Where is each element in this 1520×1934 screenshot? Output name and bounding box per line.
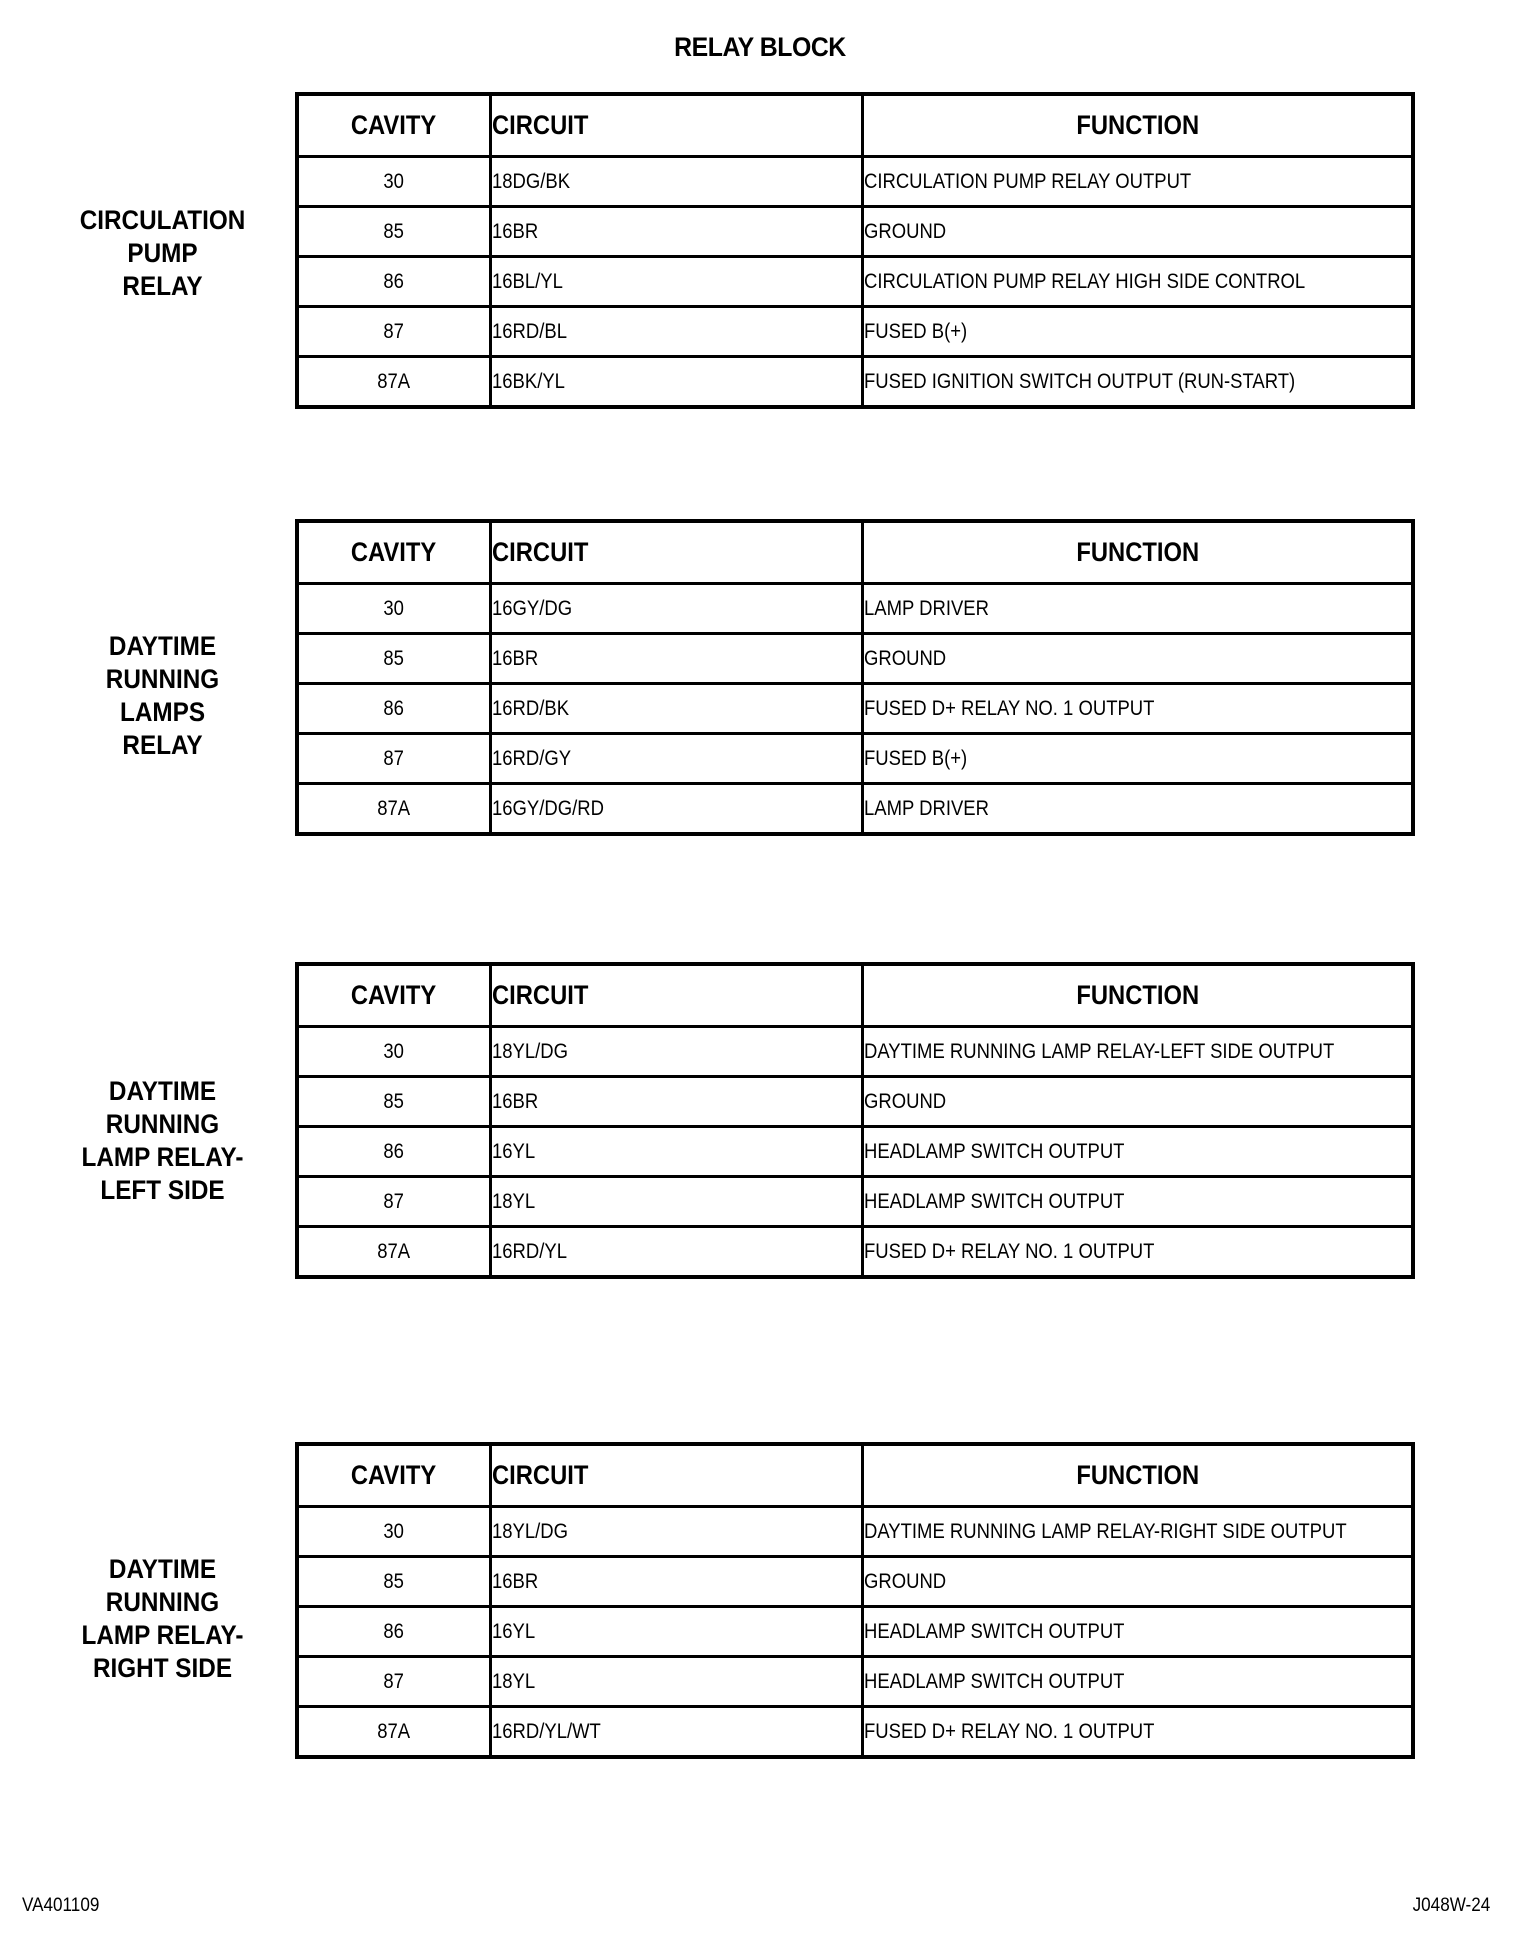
function-header: FUNCTION <box>863 964 1414 1027</box>
cavity-cell: 86 <box>297 684 491 734</box>
function-cell: DAYTIME RUNNING LAMP RELAY-LEFT SIDE OUTPUT <box>863 1027 1414 1077</box>
table-row <box>297 584 1413 634</box>
table-row <box>297 634 1413 684</box>
relay-pinout-table <box>295 519 1415 836</box>
cavity-cell: 87 <box>297 307 491 357</box>
circuit-cell: 16BR <box>491 207 863 257</box>
cavity-cell: 87A <box>297 1707 491 1758</box>
circuit-cell: 18YL <box>491 1177 863 1227</box>
relay-label: DAYTIME RUNNING LAMP RELAY- RIGHT SIDE <box>81 1554 244 1683</box>
function-cell: HEADLAMP SWITCH OUTPUT <box>863 1177 1414 1227</box>
table-row <box>297 1227 1413 1278</box>
function-cell: FUSED B(+) <box>863 307 1414 357</box>
circuit-cell: 16YL <box>491 1127 863 1177</box>
circuit-cell: 18YL/DG <box>491 1027 863 1077</box>
circuit-header: CIRCUIT <box>491 94 863 157</box>
cavity-header: CAVITY <box>297 94 491 157</box>
table-row <box>297 307 1413 357</box>
function-cell: FUSED D+ RELAY NO. 1 OUTPUT <box>863 1707 1414 1758</box>
table-row <box>297 257 1413 307</box>
cavity-cell: 30 <box>297 584 491 634</box>
table-row <box>297 1507 1413 1557</box>
circuit-cell: 16RD/BL <box>491 307 863 357</box>
function-header: FUNCTION <box>863 94 1414 157</box>
table-row <box>297 1077 1413 1127</box>
table-row <box>297 1557 1413 1607</box>
relay-pinout-table <box>295 1442 1415 1759</box>
function-cell: GROUND <box>863 207 1414 257</box>
table-row <box>297 1607 1413 1657</box>
table-row <box>297 784 1413 835</box>
circuit-cell: 16RD/GY <box>491 734 863 784</box>
function-cell: GROUND <box>863 1077 1414 1127</box>
function-header: FUNCTION <box>863 1444 1414 1507</box>
function-cell: FUSED B(+) <box>863 734 1414 784</box>
function-cell: FUSED IGNITION SWITCH OUTPUT (RUN-START) <box>863 357 1414 408</box>
circuit-cell: 16RD/YL/WT <box>491 1707 863 1758</box>
circuit-cell: 16BR <box>491 1077 863 1127</box>
cavity-cell: 86 <box>297 257 491 307</box>
table-header-row <box>297 1444 1413 1507</box>
function-cell: GROUND <box>863 634 1414 684</box>
table-row <box>297 1127 1413 1177</box>
function-cell: HEADLAMP SWITCH OUTPUT <box>863 1657 1414 1707</box>
cavity-cell: 30 <box>297 157 491 207</box>
figure-code-right: J048W-24 <box>1412 1895 1490 1916</box>
relay-pinout-table <box>295 92 1415 409</box>
circuit-cell: 16BL/YL <box>491 257 863 307</box>
cavity-cell: 85 <box>297 1077 491 1127</box>
circuit-cell: 16BK/YL <box>491 357 863 408</box>
circuit-cell: 16RD/BK <box>491 684 863 734</box>
table-row <box>297 207 1413 257</box>
circuit-cell: 16YL <box>491 1607 863 1657</box>
table-header-row <box>297 94 1413 157</box>
table-row <box>297 357 1413 408</box>
function-cell: LAMP DRIVER <box>863 584 1414 634</box>
function-cell: CIRCULATION PUMP RELAY HIGH SIDE CONTROL <box>863 257 1414 307</box>
circuit-cell: 18YL <box>491 1657 863 1707</box>
cavity-cell: 30 <box>297 1507 491 1557</box>
cavity-cell: 87 <box>297 734 491 784</box>
circuit-cell: 16RD/YL <box>491 1227 863 1278</box>
relay-label: DAYTIME RUNNING LAMPS RELAY <box>105 631 220 760</box>
cavity-cell: 87A <box>297 357 491 408</box>
cavity-cell: 30 <box>297 1027 491 1077</box>
circuit-header: CIRCUIT <box>491 964 863 1027</box>
circuit-cell: 18YL/DG <box>491 1507 863 1557</box>
figure-code-left: VA401109 <box>22 1895 100 1916</box>
circuit-cell: 18DG/BK <box>491 157 863 207</box>
function-cell: DAYTIME RUNNING LAMP RELAY-RIGHT SIDE OUTPUT <box>863 1507 1414 1557</box>
table-row <box>297 734 1413 784</box>
table-row <box>297 157 1413 207</box>
circuit-cell: 16GY/DG <box>491 584 863 634</box>
table-row <box>297 1177 1413 1227</box>
page-title: RELAY BLOCK <box>674 32 846 62</box>
relay-label: CIRCULATION PUMP RELAY <box>79 205 246 301</box>
function-cell: LAMP DRIVER <box>863 784 1414 835</box>
cavity-header: CAVITY <box>297 964 491 1027</box>
table-row <box>297 1027 1413 1077</box>
cavity-cell: 87A <box>297 784 491 835</box>
cavity-cell: 86 <box>297 1127 491 1177</box>
table-header-row <box>297 521 1413 584</box>
table-header-row <box>297 964 1413 1027</box>
cavity-cell: 85 <box>297 634 491 684</box>
cavity-cell: 85 <box>297 1557 491 1607</box>
table-row <box>297 1657 1413 1707</box>
circuit-cell: 16BR <box>491 634 863 684</box>
cavity-cell: 87 <box>297 1177 491 1227</box>
function-cell: FUSED D+ RELAY NO. 1 OUTPUT <box>863 1227 1414 1278</box>
cavity-header: CAVITY <box>297 1444 491 1507</box>
function-cell: CIRCULATION PUMP RELAY OUTPUT <box>863 157 1414 207</box>
table-row <box>297 684 1413 734</box>
cavity-cell: 85 <box>297 207 491 257</box>
circuit-header: CIRCUIT <box>491 521 863 584</box>
function-cell: GROUND <box>863 1557 1414 1607</box>
circuit-cell: 16GY/DG/RD <box>491 784 863 835</box>
circuit-header: CIRCUIT <box>491 1444 863 1507</box>
cavity-cell: 86 <box>297 1607 491 1657</box>
cavity-header: CAVITY <box>297 521 491 584</box>
function-cell: HEADLAMP SWITCH OUTPUT <box>863 1607 1414 1657</box>
cavity-cell: 87 <box>297 1657 491 1707</box>
cavity-cell: 87A <box>297 1227 491 1278</box>
circuit-cell: 16BR <box>491 1557 863 1607</box>
relay-label: DAYTIME RUNNING LAMP RELAY- LEFT SIDE <box>81 1076 244 1205</box>
table-row <box>297 1707 1413 1758</box>
function-header: FUNCTION <box>863 521 1414 584</box>
function-cell: HEADLAMP SWITCH OUTPUT <box>863 1127 1414 1177</box>
relay-pinout-table <box>295 962 1415 1279</box>
function-cell: FUSED D+ RELAY NO. 1 OUTPUT <box>863 684 1414 734</box>
